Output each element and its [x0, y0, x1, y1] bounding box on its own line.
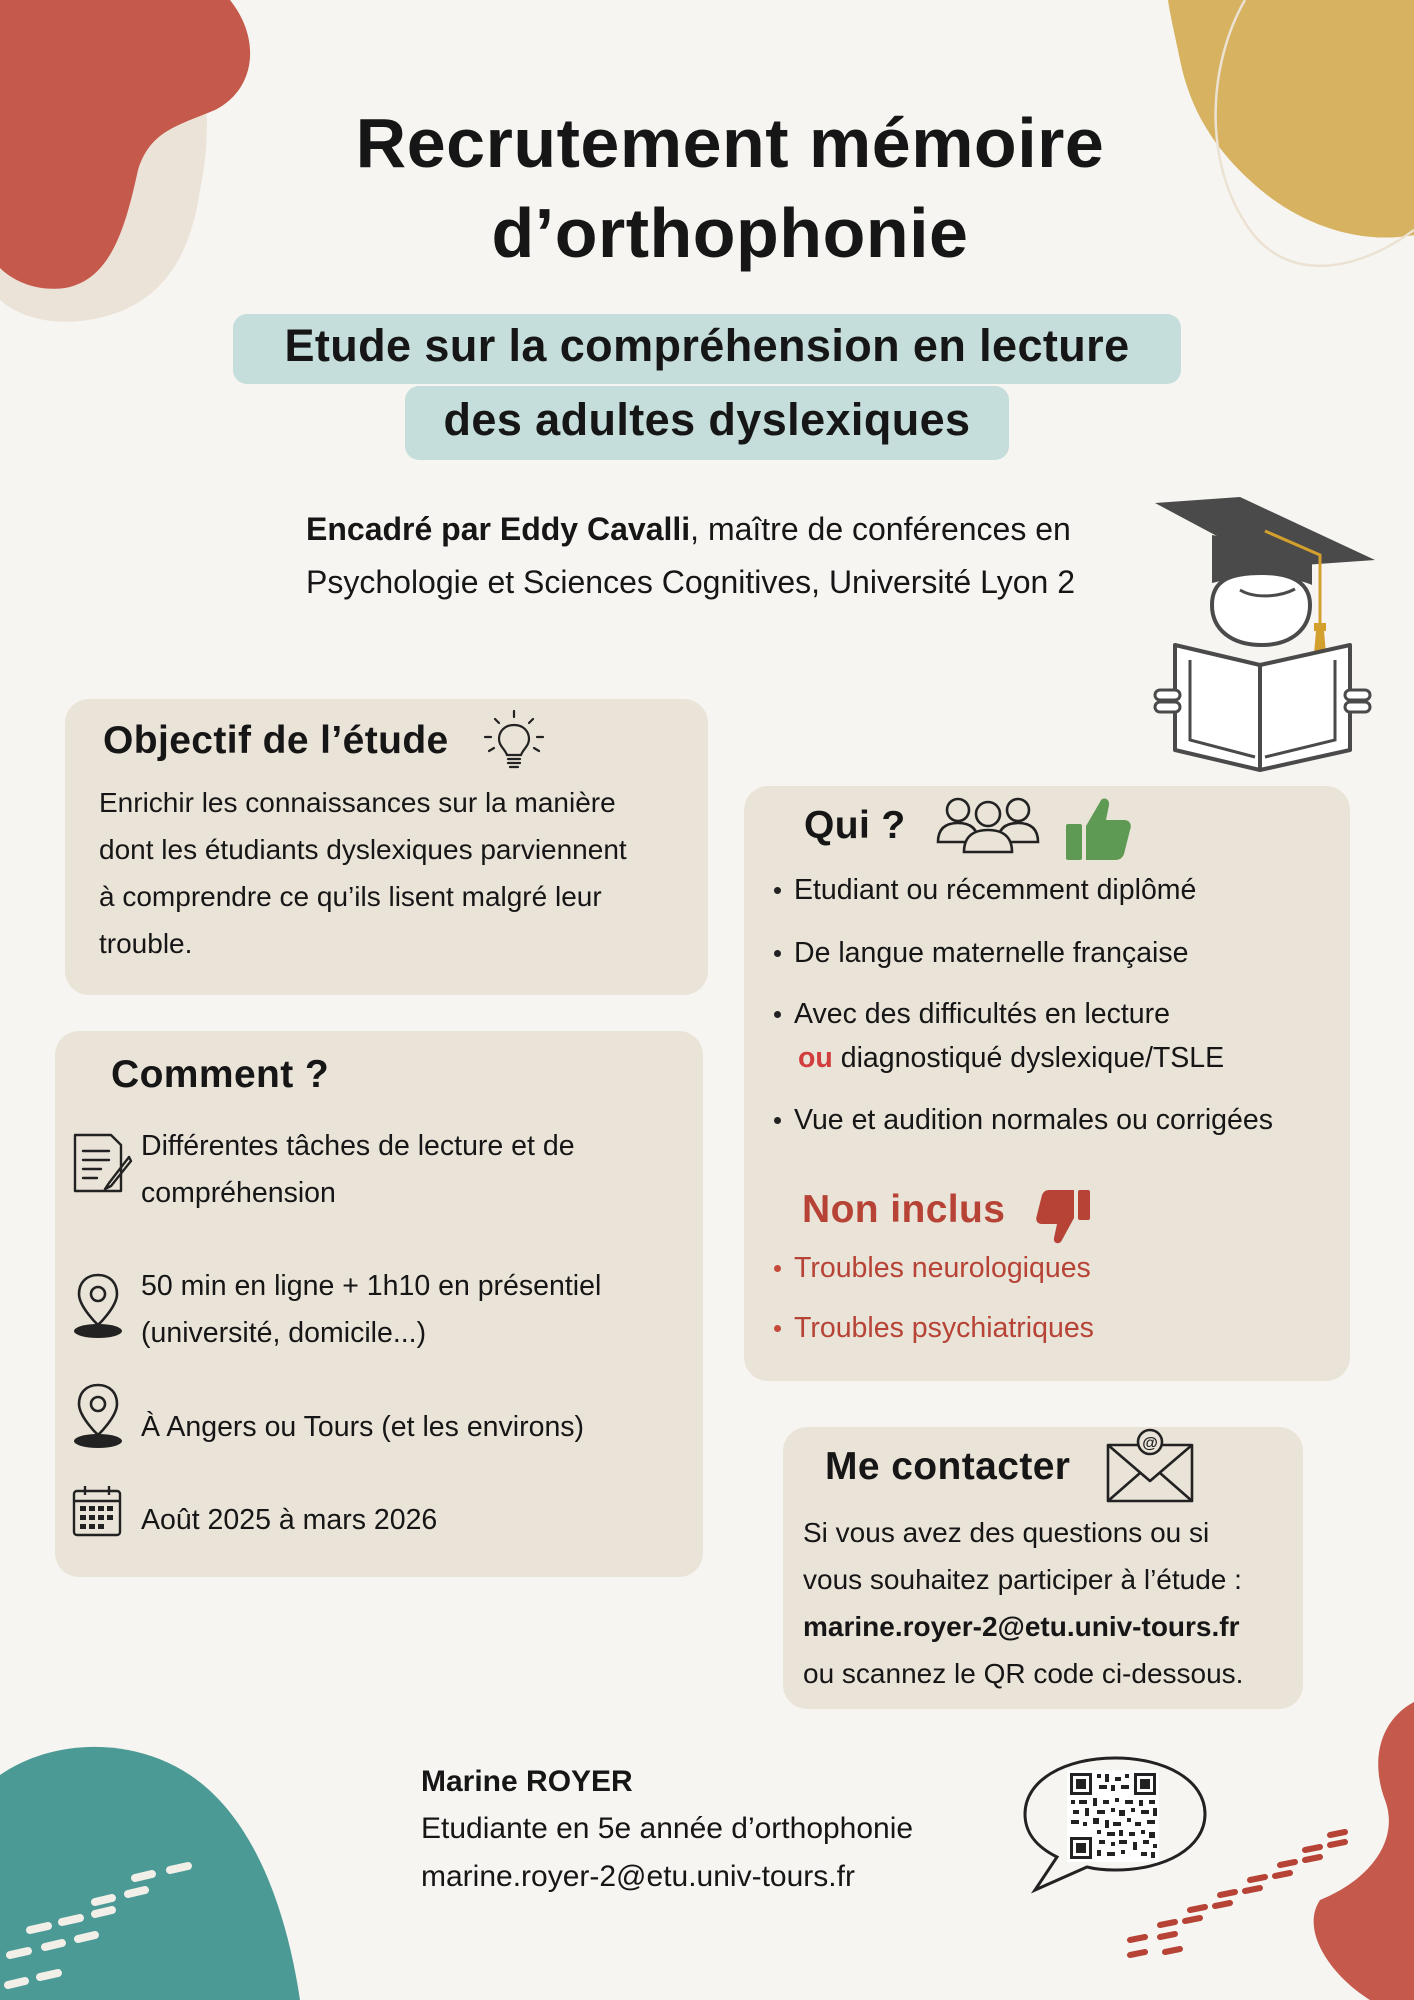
- who-title: Qui ?: [804, 804, 906, 847]
- how-item-tasks: Différentes tâches de lecture et de compréhension: [141, 1130, 575, 1209]
- supervisor-info: [306, 503, 1166, 609]
- graduate-reading-icon: [1150, 495, 1380, 775]
- objective-text: Enrichir les connaissances sur la manière dont les étudiants dyslexiques parviennent à comprendre ce qu’ils lisent malgré leur trouble.: [99, 787, 627, 959]
- location-pin-icon: [71, 1381, 125, 1451]
- list-item: Etudiant ou récemment diplômé: [794, 868, 1196, 912]
- supervisor-name: Encadré par Eddy Cavalli: [306, 511, 691, 547]
- lightbulb-icon: [483, 709, 545, 773]
- list-item: Troubles neurologiques: [794, 1246, 1091, 1290]
- author-name: Marine ROYER: [421, 1765, 633, 1798]
- how-item-location: À Angers ou Tours (et les environs): [141, 1411, 585, 1443]
- how-title: Comment ?: [111, 1053, 330, 1096]
- contact-title: Me contacter: [825, 1445, 1071, 1488]
- objective-title: Objectif de l’étude: [103, 719, 449, 762]
- contact-text: Si vous avez des questions ou si vous souhaitez participer à l’étude : marine.royer-2@etu.univ-tours.fr ou scannez le QR code ci-dessous.: [803, 1509, 1303, 1697]
- author-email[interactable]: marine.royer-2@etu.univ-tours.fr: [421, 1860, 855, 1893]
- document-pen-icon: [71, 1131, 133, 1195]
- calendar-icon: [71, 1483, 123, 1539]
- location-pin-icon: [71, 1271, 125, 1341]
- objective-card: [65, 699, 708, 995]
- subtitle-line-1: Etude sur la compréhension en lecture: [233, 314, 1181, 384]
- envelope-icon: [1105, 1427, 1195, 1505]
- excluded-title: Non inclus: [802, 1188, 1006, 1231]
- qr-code-icon[interactable]: [1067, 1770, 1159, 1862]
- how-item-dates: Août 2025 à mars 2026: [141, 1504, 438, 1536]
- qr-code-bubble: [1015, 1752, 1215, 1894]
- subtitle-line-2: des adultes dyslexiques: [405, 386, 1009, 460]
- supervisor-title: , maître de conférences en: [690, 511, 1071, 547]
- page-title: [0, 98, 1414, 278]
- title-line-2: d’orthophonie: [491, 194, 969, 272]
- bottom-right-red-blob: [1314, 1702, 1414, 2000]
- author-role: Etudiante en 5e année d’orthophonie: [421, 1812, 914, 1845]
- svg-text:@: @: [1142, 1435, 1158, 1452]
- how-item-duration: 50 min en ligne + 1h10 en présentiel (université, domicile...): [141, 1270, 602, 1349]
- thumbs-up-icon: [1064, 792, 1132, 864]
- list-item: Avec des difficultés en lecture: [794, 992, 1170, 1036]
- list-item-continuation: ou diagnostiqué dyslexique/TSLE: [798, 1042, 1225, 1074]
- who-card: [744, 786, 1350, 1381]
- contact-email-link[interactable]: marine.royer-2@etu.univ-tours.fr: [803, 1611, 1240, 1642]
- title-line-1: Recrutement mémoire: [355, 104, 1105, 182]
- list-item: Troubles psychiatriques: [794, 1306, 1094, 1350]
- thumbs-down-icon: [1034, 1188, 1092, 1246]
- supervisor-affiliation: Psychologie et Sciences Cognitives, Université Lyon 2: [306, 564, 1075, 600]
- list-item: Vue et audition normales ou corrigées: [794, 1098, 1273, 1142]
- contact-card: [783, 1427, 1303, 1709]
- group-icon: [936, 794, 1040, 860]
- list-item: De langue maternelle française: [794, 931, 1188, 975]
- how-card: [55, 1031, 703, 1577]
